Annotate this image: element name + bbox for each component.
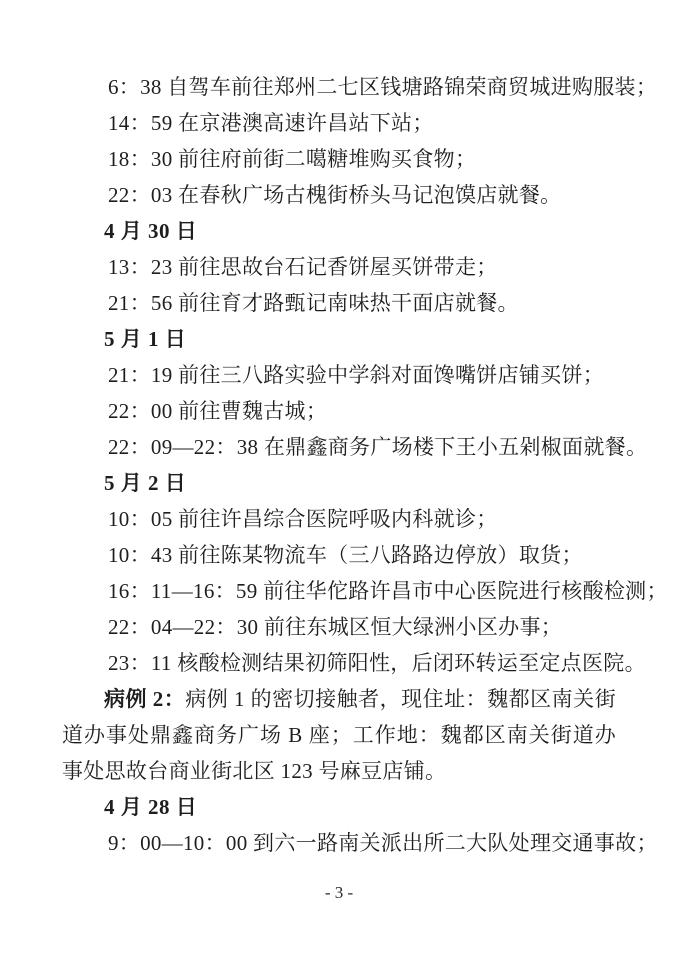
date-heading: 5 月 2 日 (104, 471, 187, 495)
date-heading: 5 月 1 日 (104, 327, 187, 351)
case-paragraph (62, 681, 616, 789)
timeline-entry: 16：11—16：59 前往华佗路许昌市中心医院进行核酸检测； (108, 579, 668, 603)
timeline-entry: 14：59 在京港澳高速许昌站下站； (108, 111, 434, 135)
timeline-entry: 6：38 自驾车前往郑州二七区钱塘路锦荣商贸城进购服装； (108, 75, 658, 99)
page-number: - 3 - (324, 883, 354, 902)
case-label: 病例 2： (104, 687, 186, 711)
timeline-entry: 13：23 前往思故台石记香饼屋买饼带走； (108, 255, 498, 279)
timeline-entry: 18：30 前往府前街二噶糖堆购买食物； (108, 147, 477, 171)
timeline-entry: 10：43 前往陈某物流车（三八路路边停放）取货； (108, 543, 583, 567)
date-heading: 4 月 28 日 (104, 795, 198, 819)
timeline-entry: 22：04—22：30 前往东城区恒大绿洲小区办事； (108, 615, 563, 639)
timeline-entry: 22：00 前往曹魏古城； (108, 399, 328, 423)
timeline-entry: 22：03 在春秋广场古槐街桥头马记泡馍店就餐。 (108, 183, 562, 207)
timeline-entry: 23：11 核酸检测结果初筛阳性，后闭环转运至定点医院。 (108, 651, 646, 675)
timeline-entry: 21：56 前往育才路甄记南味热干面店就餐。 (108, 291, 519, 315)
case-text: 病例 1 的密切接触者，现住址：魏都区南关街道办事处鼎鑫商务广场 B 座；工作地：魏都区南关街道办事处思故台商业街北区 123 号麻豆店铺。 (62, 687, 616, 783)
timeline-entry: 10：05 前往许昌综合医院呼吸内科就诊； (108, 507, 498, 531)
timeline-entry: 21：19 前往三八路实验中学斜对面馋嘴饼店铺买饼； (108, 363, 605, 387)
date-heading: 4 月 30 日 (104, 219, 198, 243)
timeline-entry: 22：09—22：38 在鼎鑫商务广场楼下王小五剁椒面就餐。 (108, 435, 648, 459)
timeline-entry: 9：00—10：00 到六一路南关派出所二大队处理交通事故； (108, 831, 658, 855)
